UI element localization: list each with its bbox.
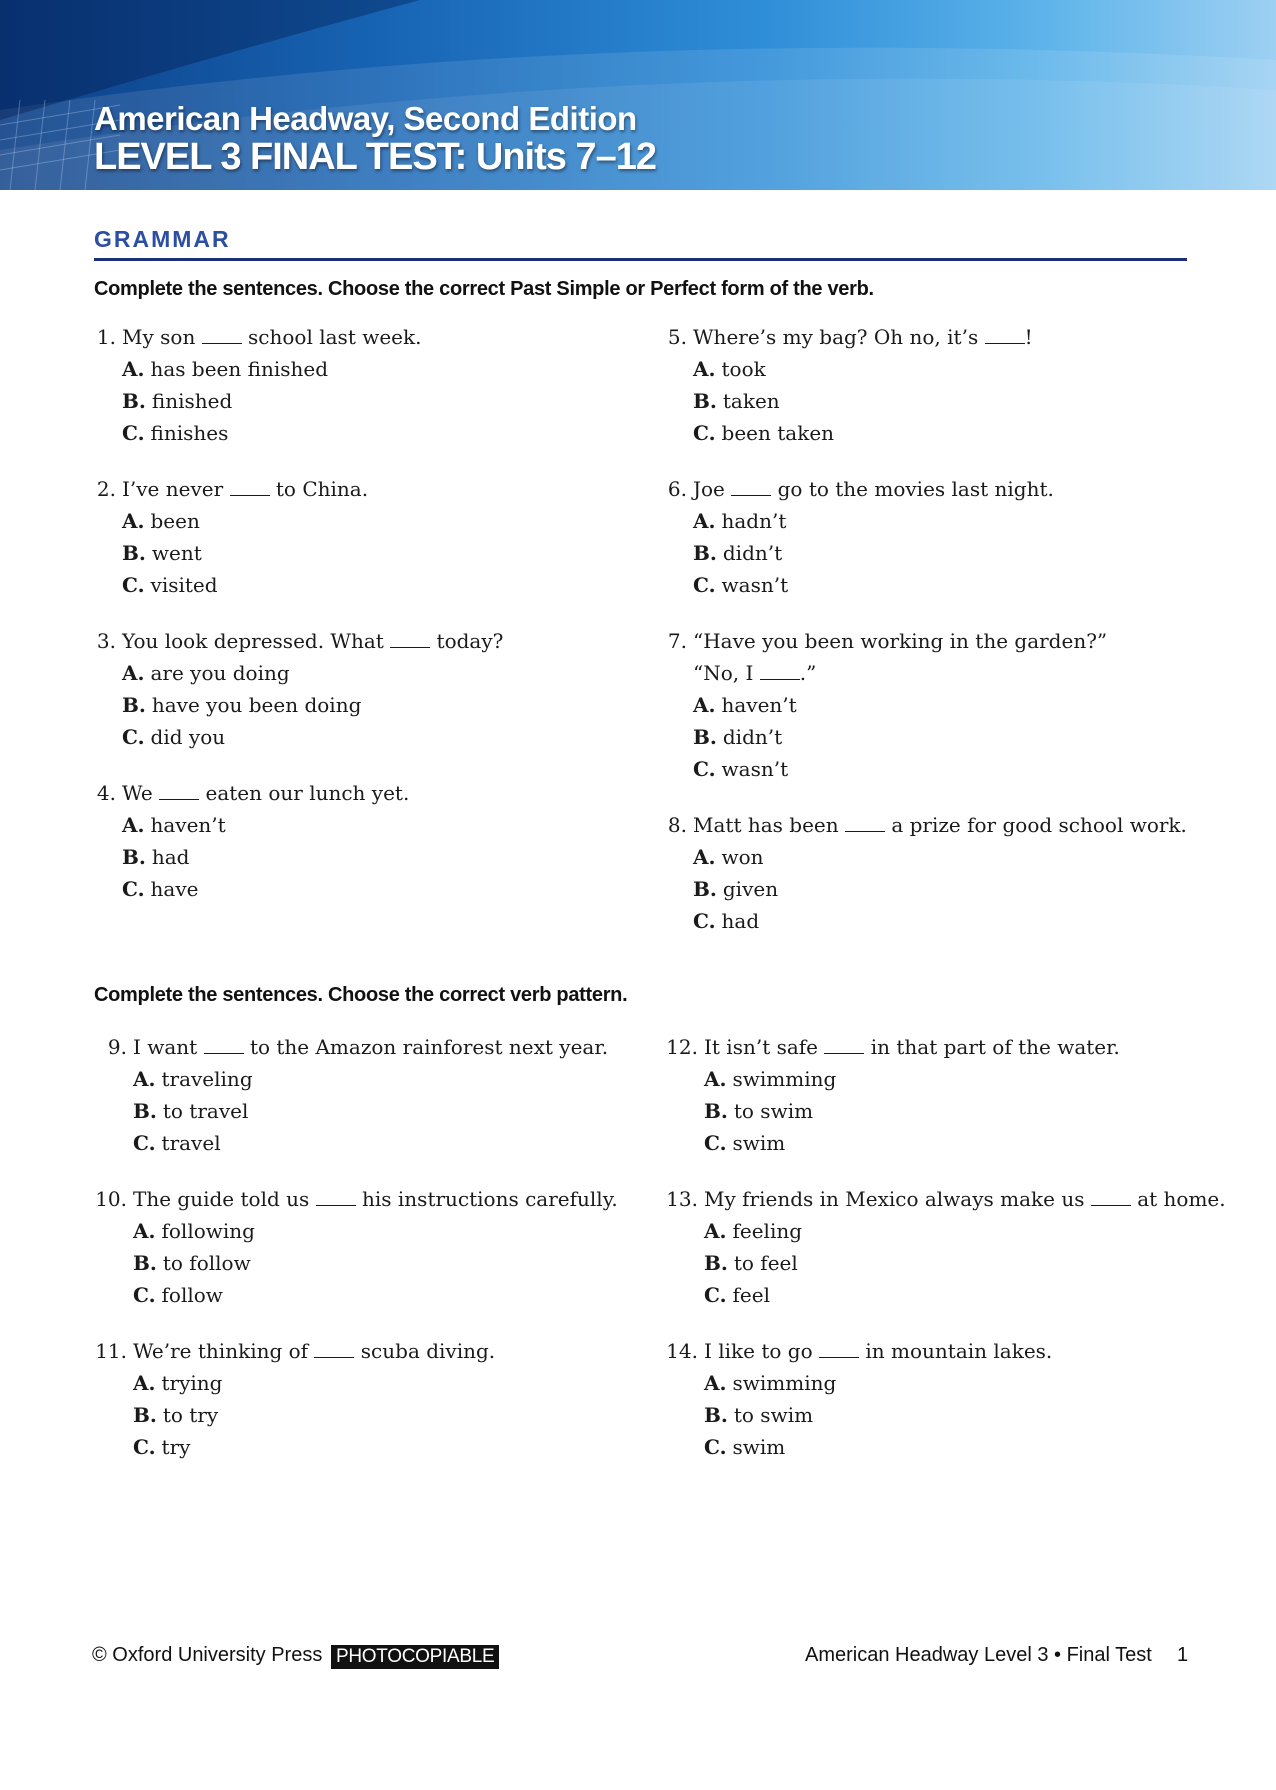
question-stem-continued — [693, 657, 1253, 689]
option-text: given — [722, 877, 779, 901]
question-text-after: ! — [1024, 325, 1033, 349]
question-text-before: Matt has been — [693, 813, 839, 837]
question-text-after: to the Amazon rainforest next year. — [249, 1035, 609, 1059]
answer-option — [693, 721, 1253, 753]
question-number: 12. — [666, 1035, 698, 1059]
answer-option — [122, 689, 682, 721]
question-13 — [666, 1183, 1264, 1311]
answer-option — [122, 417, 682, 449]
question-stem — [666, 1335, 1264, 1367]
option-letter: C. — [693, 757, 716, 781]
option-letter: A. — [693, 509, 716, 533]
question-11 — [95, 1335, 693, 1463]
question-2 — [96, 473, 682, 601]
question-text-before: “No, I — [693, 661, 754, 685]
answer-blank — [230, 479, 270, 496]
answer-option — [693, 841, 1253, 873]
question-stem — [666, 1183, 1264, 1215]
question-stem — [96, 625, 682, 657]
option-text: finished — [151, 389, 233, 413]
answer-blank — [760, 663, 800, 680]
option-letter: A. — [693, 845, 716, 869]
option-letter: B. — [693, 725, 717, 749]
option-text: finishes — [150, 421, 229, 445]
question-text-after: in mountain lakes. — [865, 1339, 1053, 1363]
question-stem — [95, 1183, 693, 1215]
option-letter: A. — [704, 1067, 727, 1091]
question-stem — [96, 473, 682, 505]
answer-option — [704, 1399, 1264, 1431]
option-text: has been finished — [150, 357, 329, 381]
option-text: swim — [732, 1131, 786, 1155]
option-text: been taken — [721, 421, 835, 445]
option-text: had — [721, 909, 760, 933]
option-letter: A. — [704, 1219, 727, 1243]
answer-option — [704, 1127, 1264, 1159]
option-text: taken — [722, 389, 780, 413]
question-text-after: .” — [799, 661, 817, 685]
option-letter: C. — [133, 1435, 156, 1459]
question-number: 4. — [96, 781, 116, 805]
question-stem — [96, 321, 682, 353]
question-text-before: It isn’t safe — [704, 1035, 819, 1059]
answer-blank — [819, 1341, 859, 1358]
option-text: to travel — [162, 1099, 249, 1123]
option-text: to follow — [162, 1251, 251, 1275]
option-text: been — [150, 509, 200, 533]
option-text: didn’t — [722, 725, 783, 749]
option-letter: B. — [704, 1251, 728, 1275]
option-text: haven’t — [150, 813, 226, 837]
answer-option — [693, 905, 1253, 937]
question-text-after: today? — [436, 629, 504, 653]
question-number: 13. — [666, 1187, 698, 1211]
option-letter: C. — [704, 1435, 727, 1459]
photocopiable-badge: PHOTOCOPIABLE — [331, 1645, 499, 1669]
answer-option — [693, 417, 1253, 449]
option-letter: A. — [122, 509, 145, 533]
question-text-after: go to the movies last night. — [777, 477, 1054, 501]
answer-option — [133, 1367, 693, 1399]
answer-option — [693, 537, 1253, 569]
option-letter: A. — [704, 1371, 727, 1395]
option-text: did you — [150, 725, 226, 749]
answer-blank — [204, 1037, 244, 1054]
option-text: had — [151, 845, 190, 869]
option-letter: C. — [704, 1283, 727, 1307]
answer-blank — [1091, 1189, 1131, 1206]
question-number: 14. — [666, 1339, 698, 1363]
option-letter: B. — [133, 1251, 157, 1275]
option-text: are you doing — [150, 661, 290, 685]
section-heading: GRAMMAR — [94, 226, 231, 252]
question-number: 3. — [96, 629, 116, 653]
question-text-after: eaten our lunch yet. — [205, 781, 410, 805]
option-text: feel — [732, 1283, 771, 1307]
answer-option — [133, 1063, 693, 1095]
answer-option — [704, 1215, 1264, 1247]
option-text: hadn’t — [721, 509, 787, 533]
question-7 — [667, 625, 1253, 785]
answer-blank — [731, 479, 771, 496]
option-letter: C. — [133, 1131, 156, 1155]
answer-option — [133, 1095, 693, 1127]
option-letter: B. — [122, 541, 146, 565]
option-letter: B. — [122, 389, 146, 413]
option-text: haven’t — [721, 693, 797, 717]
question-text-line: “Have you been working in the garden?” — [693, 629, 1108, 653]
option-text: traveling — [161, 1067, 253, 1091]
question-14 — [666, 1335, 1264, 1463]
option-letter: C. — [704, 1131, 727, 1155]
option-letter: C. — [122, 421, 145, 445]
question-4 — [96, 777, 682, 905]
option-letter: A. — [133, 1371, 156, 1395]
option-letter: C. — [693, 573, 716, 597]
question-stem — [667, 473, 1253, 505]
answer-option — [122, 569, 682, 601]
answer-option — [693, 753, 1253, 785]
answer-option — [122, 809, 682, 841]
answer-option — [693, 385, 1253, 417]
option-text: swim — [732, 1435, 786, 1459]
answer-option — [693, 689, 1253, 721]
question-number: 5. — [667, 325, 687, 349]
option-text: won — [721, 845, 764, 869]
question-1 — [96, 321, 682, 449]
answer-option — [704, 1367, 1264, 1399]
question-12 — [666, 1031, 1264, 1159]
question-text-before: We — [122, 781, 153, 805]
question-text-before: I like to go — [704, 1339, 813, 1363]
option-letter: A. — [133, 1067, 156, 1091]
option-text: wasn’t — [721, 573, 789, 597]
question-5 — [667, 321, 1253, 449]
option-text: have — [150, 877, 199, 901]
option-letter: A. — [693, 357, 716, 381]
option-letter: B. — [704, 1099, 728, 1123]
answer-option — [133, 1399, 693, 1431]
answer-option — [704, 1247, 1264, 1279]
option-letter: B. — [122, 845, 146, 869]
footer-test-title: American Headway Level 3 • Final Test — [805, 1644, 1152, 1666]
test-title: LEVEL 3 FINAL TEST: Units 7–12 — [94, 136, 656, 178]
question-stem — [667, 625, 1253, 657]
question-text-before: My friends in Mexico always make us — [704, 1187, 1085, 1211]
page-number: 1 — [1177, 1644, 1189, 1666]
copyright-notice: © Oxford University Press — [92, 1644, 323, 1666]
question-number: 10. — [95, 1187, 127, 1211]
question-stem — [667, 809, 1253, 841]
option-text: feeling — [732, 1219, 803, 1243]
question-8 — [667, 809, 1253, 937]
option-letter: B. — [693, 877, 717, 901]
option-text: to feel — [733, 1251, 798, 1275]
question-number: 8. — [667, 813, 687, 837]
question-number: 9. — [107, 1035, 127, 1059]
option-letter: A. — [122, 357, 145, 381]
answer-option — [122, 505, 682, 537]
option-letter: B. — [133, 1403, 157, 1427]
question-text-after: his instructions carefully. — [362, 1187, 618, 1211]
answer-option — [122, 721, 682, 753]
answer-option — [133, 1127, 693, 1159]
option-letter: A. — [693, 693, 716, 717]
answer-blank — [985, 327, 1025, 344]
option-letter: C. — [122, 877, 145, 901]
question-text-before: I’ve never — [122, 477, 224, 501]
option-text: have you been doing — [151, 693, 362, 717]
option-letter: A. — [122, 661, 145, 685]
question-text-after: at home. — [1137, 1187, 1226, 1211]
answer-option — [704, 1431, 1264, 1463]
instruction-past-perfect: Complete the sentences. Choose the correct Past Simple or Perfect form of the verb. — [94, 278, 874, 300]
question-number: 2. — [96, 477, 116, 501]
option-text: went — [151, 541, 202, 565]
option-letter: C. — [122, 573, 145, 597]
option-letter: C. — [133, 1283, 156, 1307]
answer-option — [133, 1431, 693, 1463]
question-stem — [96, 777, 682, 809]
question-text-before: You look depressed. What — [122, 629, 384, 653]
answer-option — [122, 385, 682, 417]
question-text-before: We’re thinking of — [133, 1339, 309, 1363]
question-number: 7. — [667, 629, 687, 653]
answer-option — [133, 1247, 693, 1279]
question-number: 1. — [96, 325, 116, 349]
option-text: wasn’t — [721, 757, 789, 781]
question-text-before: My son — [122, 325, 196, 349]
answer-option — [693, 873, 1253, 905]
option-letter: A. — [122, 813, 145, 837]
answer-option — [704, 1279, 1264, 1311]
option-letter: C. — [693, 909, 716, 933]
option-letter: A. — [133, 1219, 156, 1243]
answer-option — [122, 537, 682, 569]
option-letter: B. — [693, 389, 717, 413]
question-text-before: Joe — [693, 477, 725, 501]
answer-blank — [824, 1037, 864, 1054]
answer-option — [133, 1215, 693, 1247]
answer-option — [704, 1095, 1264, 1127]
option-letter: B. — [693, 541, 717, 565]
question-10 — [95, 1183, 693, 1311]
instruction-verb-pattern: Complete the sentences. Choose the correct verb pattern. — [94, 984, 628, 1006]
question-text-after: a prize for good school work. — [891, 813, 1187, 837]
question-stem — [666, 1031, 1264, 1063]
answer-option — [693, 353, 1253, 385]
question-number: 11. — [95, 1339, 127, 1363]
option-text: following — [161, 1219, 255, 1243]
option-text: didn’t — [722, 541, 783, 565]
answer-option — [133, 1279, 693, 1311]
question-6 — [667, 473, 1253, 601]
answer-option — [122, 353, 682, 385]
answer-blank — [845, 815, 885, 832]
answer-option — [122, 657, 682, 689]
option-letter: B. — [133, 1099, 157, 1123]
option-text: to swim — [733, 1403, 814, 1427]
question-text-before: Where’s my bag? Oh no, it’s — [693, 325, 979, 349]
answer-blank — [316, 1189, 356, 1206]
option-letter: B. — [704, 1403, 728, 1427]
option-text: follow — [161, 1283, 223, 1307]
question-stem — [95, 1335, 693, 1367]
question-text-after: school last week. — [248, 325, 422, 349]
option-text: trying — [161, 1371, 223, 1395]
answer-option — [122, 841, 682, 873]
option-letter: B. — [122, 693, 146, 717]
question-stem — [667, 321, 1253, 353]
question-number: 6. — [667, 477, 687, 501]
answer-option — [704, 1063, 1264, 1095]
question-3 — [96, 625, 682, 753]
question-text-after: to China. — [275, 477, 369, 501]
question-text-after: in that part of the water. — [870, 1035, 1120, 1059]
answer-option — [693, 569, 1253, 601]
section-divider — [94, 258, 1187, 261]
question-text-before: I want — [133, 1035, 198, 1059]
answer-option — [122, 873, 682, 905]
answer-blank — [314, 1341, 354, 1358]
answer-blank — [159, 783, 199, 800]
question-stem — [107, 1031, 693, 1063]
option-text: to swim — [733, 1099, 814, 1123]
header-banner — [0, 0, 1276, 190]
option-letter: C. — [693, 421, 716, 445]
option-text: swimming — [732, 1371, 837, 1395]
option-text: visited — [150, 573, 218, 597]
option-text: took — [721, 357, 766, 381]
test-series-title: American Headway, Second Edition — [94, 100, 637, 137]
option-text: swimming — [732, 1067, 837, 1091]
option-text: travel — [161, 1131, 221, 1155]
answer-blank — [390, 631, 430, 648]
answer-option — [693, 505, 1253, 537]
option-letter: C. — [122, 725, 145, 749]
option-text: try — [161, 1435, 191, 1459]
question-text-before: The guide told us — [133, 1187, 310, 1211]
question-text-after: scuba diving. — [360, 1339, 496, 1363]
option-text: to try — [162, 1403, 219, 1427]
answer-blank — [202, 327, 242, 344]
question-9 — [107, 1031, 693, 1159]
